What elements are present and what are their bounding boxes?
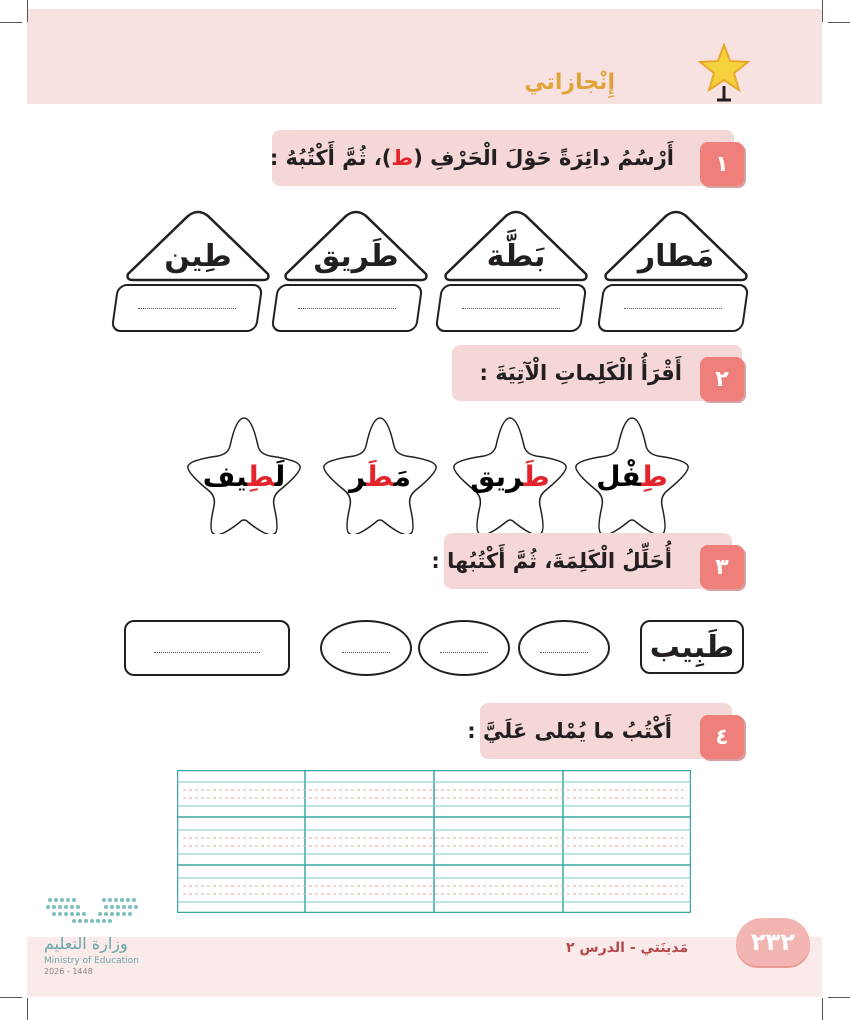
edition-year: 2026 - 1448 xyxy=(44,967,93,976)
star-word-text: طَريق xyxy=(470,460,550,493)
section-number-4: ٤ xyxy=(700,715,744,759)
answer-box-2[interactable] xyxy=(435,284,588,332)
star-word-text: مَطَر xyxy=(348,460,412,493)
page-title: إِنْجازاتي xyxy=(524,70,615,95)
crop-mark xyxy=(822,998,823,1020)
section-number-2: ٢ xyxy=(700,357,744,401)
crop-mark xyxy=(27,0,28,22)
letter-oval-2[interactable] xyxy=(418,620,510,676)
dictation-grid[interactable] xyxy=(177,770,691,913)
letter-ta: ط xyxy=(391,146,414,170)
star-word-text: لَطِيف xyxy=(202,460,286,493)
star-word-1 xyxy=(576,418,688,534)
star-word-2 xyxy=(454,418,566,534)
triangle-words-row xyxy=(118,204,758,284)
star-word-text: طِفْل xyxy=(596,460,668,493)
letter-oval-1[interactable] xyxy=(518,620,610,676)
instruction-3-text: أُحَلِّلُ الْكَلِمَةَ، ثُمَّ أَكْتُبُها : xyxy=(431,549,672,573)
triangle-word-1 xyxy=(606,212,747,280)
instruction-1-text: أَرْسُمُ دائِرَةً حَوْلَ الْحَرْفِ (ط)، ثُمَّ أَكْتُبُهُ : xyxy=(269,146,674,170)
ministry-name-arabic: وزارة التعليم xyxy=(44,934,128,953)
crop-mark xyxy=(828,22,850,23)
instruction-3 xyxy=(431,533,732,589)
answer-box-3[interactable] xyxy=(271,284,424,332)
instruction-4-text: أَكْتُبُ ما يُمْلى عَلَيَّ : xyxy=(467,719,672,743)
triangle-word-text: بَطَّة xyxy=(486,239,546,274)
page-number: ٢٣٢ xyxy=(751,928,795,956)
section-number-1: ١ xyxy=(700,142,744,186)
star-word-4 xyxy=(188,418,300,534)
answer-box-1[interactable] xyxy=(597,284,750,332)
answer-box-4[interactable] xyxy=(111,284,264,332)
triangle-word-2 xyxy=(446,212,587,280)
instruction-1 xyxy=(269,130,734,186)
star-icon xyxy=(697,42,751,104)
word-write-box[interactable] xyxy=(124,620,290,676)
instruction-4 xyxy=(467,703,732,759)
instruction-2 xyxy=(452,345,742,401)
section-number-3: ٣ xyxy=(700,545,744,589)
triangle-word-text: مَطار xyxy=(637,239,715,274)
crop-mark xyxy=(0,997,22,998)
triangle-word-text: طِين xyxy=(164,239,232,274)
instruction-2-text: أَقْرَأُ الْكَلِماتِ الْآتِيَةَ : xyxy=(479,361,682,385)
star-words-row xyxy=(180,412,770,534)
triangle-word-3 xyxy=(286,212,427,280)
footer-band xyxy=(27,937,822,997)
page-number-badge xyxy=(736,918,810,966)
analyze-word: طَبِيب xyxy=(640,620,744,674)
ministry-logo-icon xyxy=(44,892,140,928)
letter-oval-3[interactable] xyxy=(320,620,412,676)
ministry-name-english: Ministry of Education xyxy=(44,956,139,966)
triangle-word-4 xyxy=(128,212,269,280)
crop-mark xyxy=(822,0,823,22)
crop-mark xyxy=(828,997,850,998)
dictation-grid-lines xyxy=(177,770,691,913)
lesson-label: مَدينَتي - الدرس ٢ xyxy=(566,940,689,956)
crop-mark xyxy=(27,998,28,1020)
triangle-word-text: طَريق xyxy=(313,239,399,274)
star-word-3 xyxy=(324,418,436,534)
crop-mark xyxy=(0,22,22,23)
